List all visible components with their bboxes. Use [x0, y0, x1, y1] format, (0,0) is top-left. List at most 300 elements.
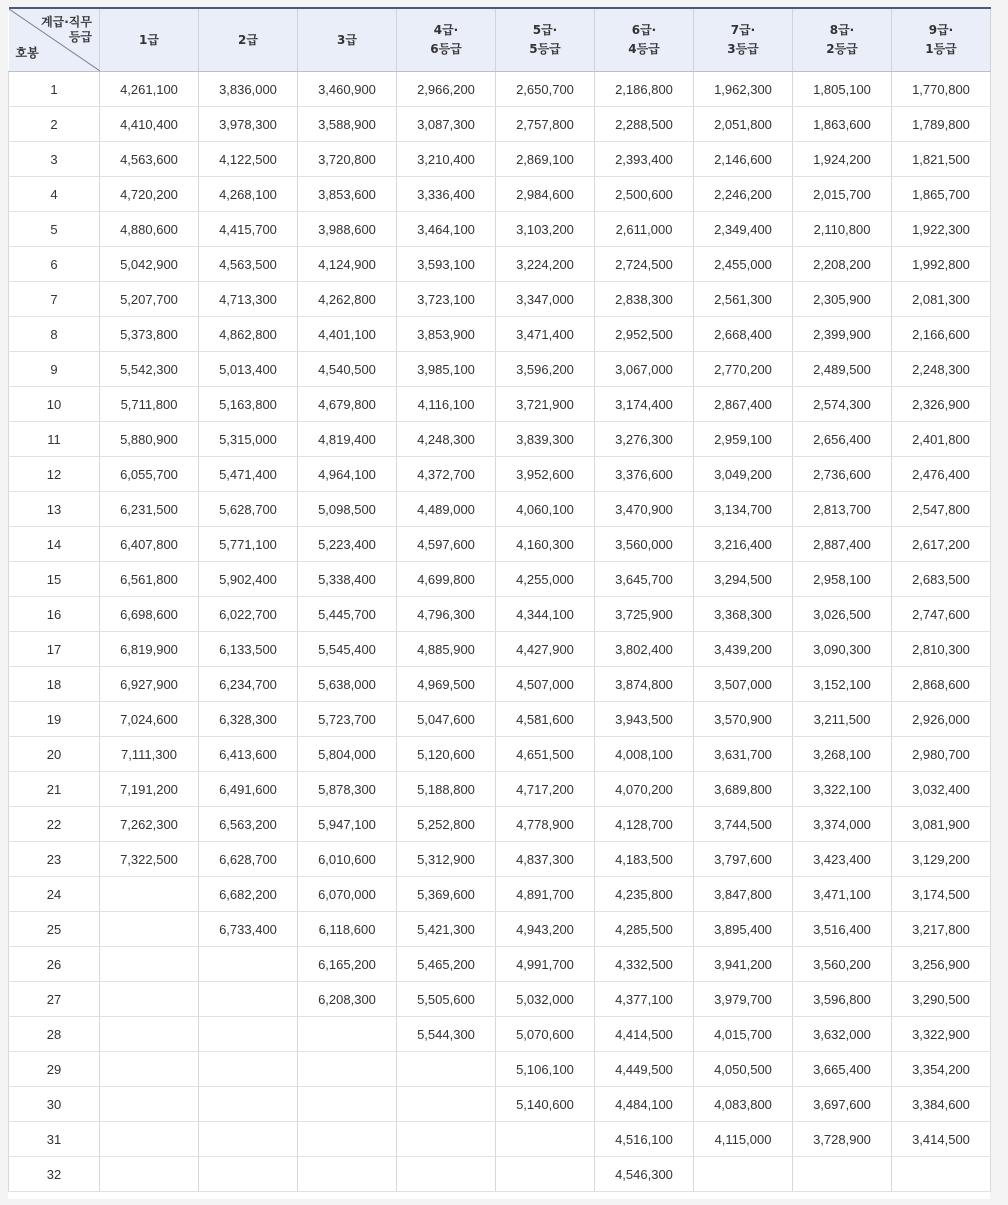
column-header-line: 2급	[238, 32, 258, 47]
salary-cell: 6,927,900	[100, 667, 199, 702]
salary-cell: 4,124,900	[298, 247, 397, 282]
salary-cell: 4,651,500	[496, 737, 595, 772]
salary-cell: 3,439,200	[694, 632, 793, 667]
salary-cell	[694, 1157, 793, 1192]
salary-cell: 6,561,800	[100, 562, 199, 597]
salary-cell: 4,015,700	[694, 1017, 793, 1052]
salary-cell: 6,010,600	[298, 842, 397, 877]
step-number-cell: 16	[9, 597, 100, 632]
table-row	[9, 632, 991, 667]
salary-cell: 6,022,700	[199, 597, 298, 632]
salary-cell: 3,376,600	[595, 457, 694, 492]
table-row	[9, 317, 991, 352]
salary-cell: 2,683,500	[892, 562, 991, 597]
step-number-cell: 30	[9, 1087, 100, 1122]
salary-cell: 2,574,300	[793, 387, 892, 422]
salary-cell: 4,837,300	[496, 842, 595, 877]
salary-cell: 3,560,200	[793, 947, 892, 982]
salary-cell: 3,460,900	[298, 72, 397, 107]
column-header-5	[496, 8, 595, 72]
salary-cell: 2,724,500	[595, 247, 694, 282]
salary-table-container	[8, 7, 990, 1199]
table-row	[9, 352, 991, 387]
salary-cell: 3,516,400	[793, 912, 892, 947]
salary-cell: 4,581,600	[496, 702, 595, 737]
salary-cell: 2,455,000	[694, 247, 793, 282]
salary-cell: 3,723,100	[397, 282, 496, 317]
column-header-4	[397, 8, 496, 72]
salary-cell: 3,368,300	[694, 597, 793, 632]
salary-cell: 4,372,700	[397, 457, 496, 492]
salary-cell: 4,969,500	[397, 667, 496, 702]
salary-cell: 3,725,900	[595, 597, 694, 632]
salary-cell	[199, 1017, 298, 1052]
salary-cell: 1,770,800	[892, 72, 991, 107]
salary-cell: 4,891,700	[496, 877, 595, 912]
salary-cell	[199, 947, 298, 982]
salary-cell: 3,423,400	[793, 842, 892, 877]
salary-cell: 4,597,600	[397, 527, 496, 562]
salary-cell: 5,223,400	[298, 527, 397, 562]
salary-cell: 6,628,700	[199, 842, 298, 877]
table-row	[9, 1052, 991, 1087]
column-header-8	[793, 8, 892, 72]
step-number-cell: 2	[9, 107, 100, 142]
column-header-line: 1등급	[925, 42, 957, 56]
table-row	[9, 422, 991, 457]
salary-cell: 6,563,200	[199, 807, 298, 842]
salary-cell: 4,943,200	[496, 912, 595, 947]
salary-cell	[298, 1017, 397, 1052]
table-row	[9, 1122, 991, 1157]
salary-cell: 3,744,500	[694, 807, 793, 842]
table-row	[9, 737, 991, 772]
salary-cell: 4,285,500	[595, 912, 694, 947]
salary-cell: 6,055,700	[100, 457, 199, 492]
salary-cell: 5,771,100	[199, 527, 298, 562]
salary-cell: 2,736,600	[793, 457, 892, 492]
salary-cell: 3,665,400	[793, 1052, 892, 1087]
table-row	[9, 807, 991, 842]
table-row	[9, 1157, 991, 1192]
salary-cell: 1,922,300	[892, 212, 991, 247]
salary-cell: 2,869,100	[496, 142, 595, 177]
salary-cell: 3,697,600	[793, 1087, 892, 1122]
salary-cell: 4,128,700	[595, 807, 694, 842]
salary-cell: 5,445,700	[298, 597, 397, 632]
salary-cell: 1,992,800	[892, 247, 991, 282]
table-row	[9, 212, 991, 247]
salary-cell: 2,656,400	[793, 422, 892, 457]
salary-cell: 2,650,700	[496, 72, 595, 107]
step-number-cell: 7	[9, 282, 100, 317]
salary-cell: 3,129,200	[892, 842, 991, 877]
salary-cell	[298, 1157, 397, 1192]
salary-cell: 4,160,300	[496, 527, 595, 562]
salary-cell: 5,804,000	[298, 737, 397, 772]
salary-cell: 4,415,700	[199, 212, 298, 247]
salary-cell: 3,174,400	[595, 387, 694, 422]
salary-cell: 4,880,600	[100, 212, 199, 247]
salary-cell	[298, 1052, 397, 1087]
step-number-cell: 9	[9, 352, 100, 387]
table-row	[9, 142, 991, 177]
salary-cell: 5,120,600	[397, 737, 496, 772]
step-number-cell: 25	[9, 912, 100, 947]
salary-cell: 5,042,900	[100, 247, 199, 282]
salary-cell: 5,047,600	[397, 702, 496, 737]
step-number-cell: 5	[9, 212, 100, 247]
salary-cell	[892, 1157, 991, 1192]
salary-cell: 3,464,100	[397, 212, 496, 247]
salary-cell: 3,645,700	[595, 562, 694, 597]
step-number-cell: 27	[9, 982, 100, 1017]
step-number-cell: 19	[9, 702, 100, 737]
salary-cell: 3,217,800	[892, 912, 991, 947]
salary-cell	[100, 1122, 199, 1157]
salary-cell: 3,895,400	[694, 912, 793, 947]
salary-cell: 3,874,800	[595, 667, 694, 702]
salary-cell: 3,268,100	[793, 737, 892, 772]
salary-cell: 3,081,900	[892, 807, 991, 842]
step-number-cell: 14	[9, 527, 100, 562]
salary-cell: 6,118,600	[298, 912, 397, 947]
salary-cell: 3,294,500	[694, 562, 793, 597]
salary-cell: 3,847,800	[694, 877, 793, 912]
salary-cell: 5,070,600	[496, 1017, 595, 1052]
salary-cell: 3,985,100	[397, 352, 496, 387]
salary-cell: 2,984,600	[496, 177, 595, 212]
salary-cell: 3,853,600	[298, 177, 397, 212]
salary-cell: 4,083,800	[694, 1087, 793, 1122]
salary-cell: 5,545,400	[298, 632, 397, 667]
step-number-cell: 28	[9, 1017, 100, 1052]
salary-cell: 5,711,800	[100, 387, 199, 422]
salary-cell: 4,699,800	[397, 562, 496, 597]
salary-cell: 2,208,200	[793, 247, 892, 282]
salary-cell: 4,679,800	[298, 387, 397, 422]
salary-cell: 4,778,900	[496, 807, 595, 842]
salary-cell: 3,067,000	[595, 352, 694, 387]
salary-cell: 5,880,900	[100, 422, 199, 457]
salary-cell: 2,617,200	[892, 527, 991, 562]
salary-cell: 2,747,600	[892, 597, 991, 632]
salary-cell: 2,887,400	[793, 527, 892, 562]
salary-step-table	[8, 7, 991, 1192]
salary-cell: 4,964,100	[298, 457, 397, 492]
salary-cell: 4,050,500	[694, 1052, 793, 1087]
salary-cell: 5,098,500	[298, 492, 397, 527]
salary-cell	[793, 1157, 892, 1192]
column-header-line: 6급·	[631, 23, 657, 37]
salary-cell: 3,152,100	[793, 667, 892, 702]
salary-cell: 6,733,400	[199, 912, 298, 947]
salary-cell: 3,256,900	[892, 947, 991, 982]
table-row	[9, 282, 991, 317]
salary-cell: 6,491,600	[199, 772, 298, 807]
step-number-cell: 12	[9, 457, 100, 492]
salary-cell: 3,224,200	[496, 247, 595, 282]
salary-cell: 1,821,500	[892, 142, 991, 177]
salary-cell: 4,507,000	[496, 667, 595, 702]
salary-cell: 4,060,100	[496, 492, 595, 527]
salary-cell	[397, 1052, 496, 1087]
salary-cell: 3,322,100	[793, 772, 892, 807]
salary-cell: 2,110,800	[793, 212, 892, 247]
salary-cell: 5,544,300	[397, 1017, 496, 1052]
salary-cell: 2,813,700	[793, 492, 892, 527]
salary-cell: 3,689,800	[694, 772, 793, 807]
salary-cell	[199, 1157, 298, 1192]
salary-cell: 2,248,300	[892, 352, 991, 387]
step-number-cell: 31	[9, 1122, 100, 1157]
column-header-6	[595, 8, 694, 72]
salary-cell: 2,838,300	[595, 282, 694, 317]
salary-cell: 3,596,800	[793, 982, 892, 1017]
salary-cell: 2,952,500	[595, 317, 694, 352]
salary-cell: 3,414,500	[892, 1122, 991, 1157]
salary-cell: 6,133,500	[199, 632, 298, 667]
salary-cell: 4,255,000	[496, 562, 595, 597]
salary-cell: 3,853,900	[397, 317, 496, 352]
salary-cell: 2,081,300	[892, 282, 991, 317]
salary-cell: 5,163,800	[199, 387, 298, 422]
salary-cell: 2,668,400	[694, 317, 793, 352]
step-number-cell: 23	[9, 842, 100, 877]
column-header-line: 1급	[139, 32, 159, 47]
table-row	[9, 492, 991, 527]
column-header-line: 5등급	[529, 42, 561, 56]
salary-cell: 2,966,200	[397, 72, 496, 107]
salary-cell: 5,207,700	[100, 282, 199, 317]
salary-cell: 7,191,200	[100, 772, 199, 807]
salary-cell: 3,276,300	[595, 422, 694, 457]
salary-cell: 3,471,100	[793, 877, 892, 912]
salary-cell: 4,008,100	[595, 737, 694, 772]
salary-cell: 5,252,800	[397, 807, 496, 842]
salary-cell: 2,958,100	[793, 562, 892, 597]
table-row	[9, 982, 991, 1017]
salary-cell: 3,032,400	[892, 772, 991, 807]
salary-cell: 3,174,500	[892, 877, 991, 912]
salary-cell: 2,476,400	[892, 457, 991, 492]
table-row	[9, 912, 991, 947]
salary-cell: 2,393,400	[595, 142, 694, 177]
salary-cell: 4,122,500	[199, 142, 298, 177]
salary-cell: 3,216,400	[694, 527, 793, 562]
salary-cell: 2,980,700	[892, 737, 991, 772]
column-header-line: 9급·	[928, 23, 954, 37]
salary-cell: 2,349,400	[694, 212, 793, 247]
salary-cell: 3,596,200	[496, 352, 595, 387]
step-number-cell: 8	[9, 317, 100, 352]
salary-cell: 3,802,400	[595, 632, 694, 667]
salary-cell: 3,090,300	[793, 632, 892, 667]
step-number-cell: 6	[9, 247, 100, 282]
salary-cell: 2,561,300	[694, 282, 793, 317]
step-number-cell: 29	[9, 1052, 100, 1087]
step-number-cell: 17	[9, 632, 100, 667]
table-row	[9, 247, 991, 282]
salary-cell: 5,188,800	[397, 772, 496, 807]
corner-top-line-2: 등급	[68, 30, 92, 44]
salary-cell: 2,500,600	[595, 177, 694, 212]
salary-cell	[397, 1087, 496, 1122]
salary-cell: 2,926,000	[892, 702, 991, 737]
salary-cell: 3,322,900	[892, 1017, 991, 1052]
column-header-line: 5급·	[532, 23, 558, 37]
salary-cell: 3,384,600	[892, 1087, 991, 1122]
table-row	[9, 877, 991, 912]
salary-cell: 5,638,000	[298, 667, 397, 702]
salary-cell: 4,183,500	[595, 842, 694, 877]
salary-cell: 4,410,400	[100, 107, 199, 142]
salary-cell: 5,338,400	[298, 562, 397, 597]
salary-cell: 1,962,300	[694, 72, 793, 107]
salary-cell: 2,326,900	[892, 387, 991, 422]
salary-cell: 6,407,800	[100, 527, 199, 562]
salary-cell	[100, 947, 199, 982]
salary-cell	[397, 1157, 496, 1192]
salary-cell: 3,026,500	[793, 597, 892, 632]
header-row	[9, 8, 991, 72]
salary-cell: 3,103,200	[496, 212, 595, 247]
salary-cell: 2,868,600	[892, 667, 991, 702]
salary-cell: 3,941,200	[694, 947, 793, 982]
salary-cell: 6,698,600	[100, 597, 199, 632]
column-header-line: 6등급	[430, 42, 462, 56]
salary-cell: 4,540,500	[298, 352, 397, 387]
salary-cell: 3,728,900	[793, 1122, 892, 1157]
salary-cell: 3,507,000	[694, 667, 793, 702]
salary-cell	[100, 1052, 199, 1087]
salary-cell: 5,106,100	[496, 1052, 595, 1087]
column-header-9	[892, 8, 991, 72]
salary-cell: 6,413,600	[199, 737, 298, 772]
salary-cell: 7,322,500	[100, 842, 199, 877]
salary-cell: 3,210,400	[397, 142, 496, 177]
salary-cell: 4,862,800	[199, 317, 298, 352]
column-header-line: 7급·	[730, 23, 756, 37]
salary-cell	[100, 1087, 199, 1122]
salary-cell: 2,399,900	[793, 317, 892, 352]
salary-cell: 4,261,100	[100, 72, 199, 107]
salary-cell: 5,628,700	[199, 492, 298, 527]
table-row	[9, 107, 991, 142]
salary-cell: 2,959,100	[694, 422, 793, 457]
salary-cell: 5,465,200	[397, 947, 496, 982]
salary-cell: 4,115,000	[694, 1122, 793, 1157]
table-body	[9, 72, 991, 1192]
salary-cell: 6,328,300	[199, 702, 298, 737]
salary-cell: 4,991,700	[496, 947, 595, 982]
salary-cell: 4,332,500	[595, 947, 694, 982]
salary-cell: 2,489,500	[793, 352, 892, 387]
step-number-cell: 26	[9, 947, 100, 982]
salary-cell: 4,796,300	[397, 597, 496, 632]
table-header	[9, 8, 991, 72]
table-row	[9, 562, 991, 597]
salary-cell	[199, 1052, 298, 1087]
salary-cell: 2,547,800	[892, 492, 991, 527]
step-number-cell: 4	[9, 177, 100, 212]
table-row	[9, 72, 991, 107]
salary-cell: 1,789,800	[892, 107, 991, 142]
salary-cell: 4,414,500	[595, 1017, 694, 1052]
salary-cell: 2,305,900	[793, 282, 892, 317]
salary-cell	[496, 1157, 595, 1192]
column-header-line: 3급	[337, 32, 357, 47]
salary-cell: 4,819,400	[298, 422, 397, 457]
step-number-cell: 15	[9, 562, 100, 597]
salary-cell: 4,449,500	[595, 1052, 694, 1087]
table-row	[9, 842, 991, 877]
salary-cell: 3,797,600	[694, 842, 793, 877]
salary-cell: 5,369,600	[397, 877, 496, 912]
step-number-cell: 13	[9, 492, 100, 527]
salary-cell: 2,246,200	[694, 177, 793, 212]
salary-cell: 1,865,700	[892, 177, 991, 212]
salary-cell: 2,051,800	[694, 107, 793, 142]
salary-cell	[298, 1087, 397, 1122]
salary-cell	[100, 1157, 199, 1192]
salary-cell: 3,943,500	[595, 702, 694, 737]
salary-cell: 3,087,300	[397, 107, 496, 142]
salary-cell: 4,717,200	[496, 772, 595, 807]
salary-cell	[298, 1122, 397, 1157]
corner-bottom-label: 호봉	[15, 46, 39, 60]
table-row	[9, 457, 991, 492]
salary-cell: 6,070,000	[298, 877, 397, 912]
step-number-cell: 18	[9, 667, 100, 702]
salary-cell: 4,344,100	[496, 597, 595, 632]
salary-cell: 4,427,900	[496, 632, 595, 667]
salary-cell: 3,978,300	[199, 107, 298, 142]
column-header-3	[298, 8, 397, 72]
column-header-2	[199, 8, 298, 72]
table-row	[9, 772, 991, 807]
salary-cell: 3,560,000	[595, 527, 694, 562]
salary-cell: 4,563,500	[199, 247, 298, 282]
corner-top-line-1: 계급·직무	[41, 15, 92, 29]
salary-cell: 2,186,800	[595, 72, 694, 107]
salary-cell: 5,471,400	[199, 457, 298, 492]
salary-cell: 4,720,200	[100, 177, 199, 212]
column-header-line: 3등급	[727, 42, 759, 56]
salary-cell: 2,757,800	[496, 107, 595, 142]
salary-cell: 6,165,200	[298, 947, 397, 982]
salary-cell	[100, 877, 199, 912]
table-row	[9, 1087, 991, 1122]
salary-cell: 6,234,700	[199, 667, 298, 702]
column-header-line: 8급·	[829, 23, 855, 37]
salary-cell: 5,723,700	[298, 702, 397, 737]
step-number-cell: 3	[9, 142, 100, 177]
salary-cell: 1,805,100	[793, 72, 892, 107]
salary-cell: 3,988,600	[298, 212, 397, 247]
salary-cell: 3,839,300	[496, 422, 595, 457]
page-top-strip	[0, 0, 1008, 6]
salary-cell: 2,867,400	[694, 387, 793, 422]
salary-cell: 5,505,600	[397, 982, 496, 1017]
salary-cell	[100, 982, 199, 1017]
salary-cell: 6,682,200	[199, 877, 298, 912]
table-row	[9, 667, 991, 702]
salary-cell: 7,111,300	[100, 737, 199, 772]
salary-cell: 4,401,100	[298, 317, 397, 352]
step-number-cell: 11	[9, 422, 100, 457]
salary-cell: 1,863,600	[793, 107, 892, 142]
